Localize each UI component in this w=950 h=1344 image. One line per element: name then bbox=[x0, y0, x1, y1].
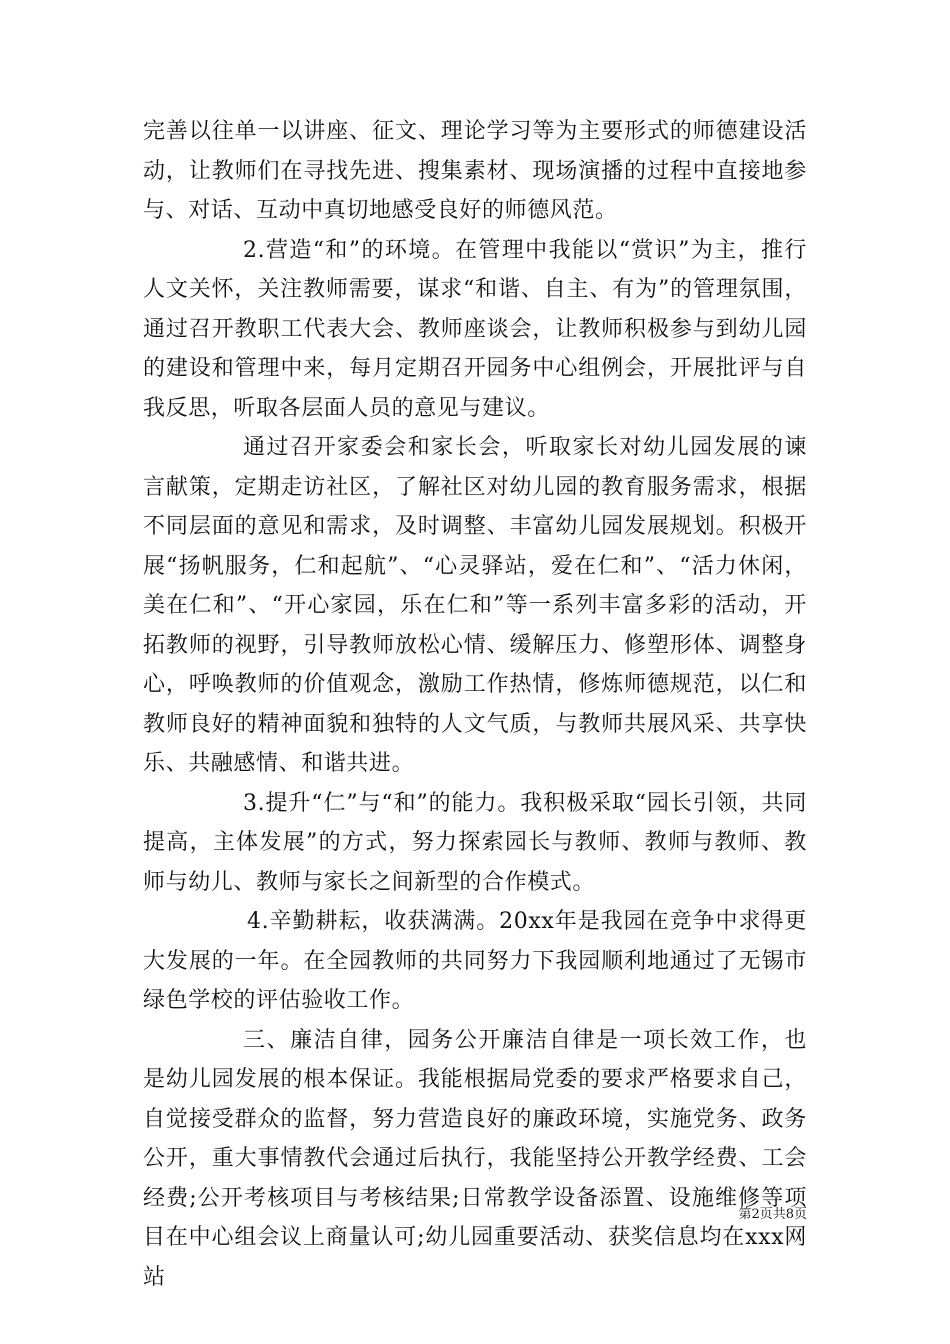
paragraph-5: 4.辛勤耕耘，收获满满。20xx年是我园在竞争中求得更大发展的一年。在全园教师的共同努力下我园顺利地通过了无锡市绿色学校的评估验收工作。 bbox=[143, 909, 807, 1013]
paragraph-2: 2.营造“和”的环境。在管理中我能以“赏识”为主，推行人文关怀，关注教师需要，谋求“和谐、自主、有为”的管理氛围，通过召开教职工代表大会、教师座谈会，让教师积极参与到幼儿园的建设和管理中来，每月定期召开园务中心组例会，开展批评与自我反思，听取各层面人员的意见与建议。 bbox=[143, 237, 807, 421]
paragraph-1: 完善以往单一以讲座、征文、理论学习等为主要形式的师德建设活动，让教师们在寻找先进、搜集素材、现场演播的过程中直接地参与、对话、互动中真切地感受良好的师德风范。 bbox=[143, 119, 807, 223]
paragraph-6: 三、廉洁自律，园务公开廉洁自律是一项长效工作，也是幼儿园发展的根本保证。我能根据局党委的要求严格要求自己，自觉接受群众的监督，努力营造良好的廉政环境，实施党务、政务公开，重大事情教代会通过后执行，我能坚持公开教学经费、工会经费;公开考核项目与考核结果;日常教学设备添置、设施维修等项目在中心组会议上商量认可;幼儿园重要活动、获奖信息均在xxx网站 bbox=[143, 1027, 807, 1290]
body-text bbox=[143, 112, 807, 1297]
page-number: 第2页共8页 bbox=[738, 1207, 807, 1222]
paragraph-4: 3.提升“仁”与“和”的能力。我积极采取“园长引领，共同提高，主体发展”的方式，努力探索园长与教师、教师与教师、教师与幼儿、教师与家长之间新型的合作模式。 bbox=[143, 790, 807, 895]
paragraph-3: 通过召开家委会和家长会，听取家长对幼儿园发展的谏言献策，定期走访社区，了解社区对幼儿园的教育服务需求，根据不同层面的意见和需求，及时调整、丰富幼儿园发展规划。积极开展“扬帆服务，仁和起航”、“心灵驿站，爱在仁和”、“活力休闲，美在仁和”、“开心家园，乐在仁和”等一系列丰富多彩的活动，开拓教师的视野，引导教师放松心情、缓解压力、修塑形体、调整身心，呼唤教师的价值观念，激励工作热情，修炼师德规范，以仁和教师良好的精神面貌和独特的人文气质，与教师共展风采、共享快乐、共融感情、和谐共进。 bbox=[143, 435, 807, 776]
